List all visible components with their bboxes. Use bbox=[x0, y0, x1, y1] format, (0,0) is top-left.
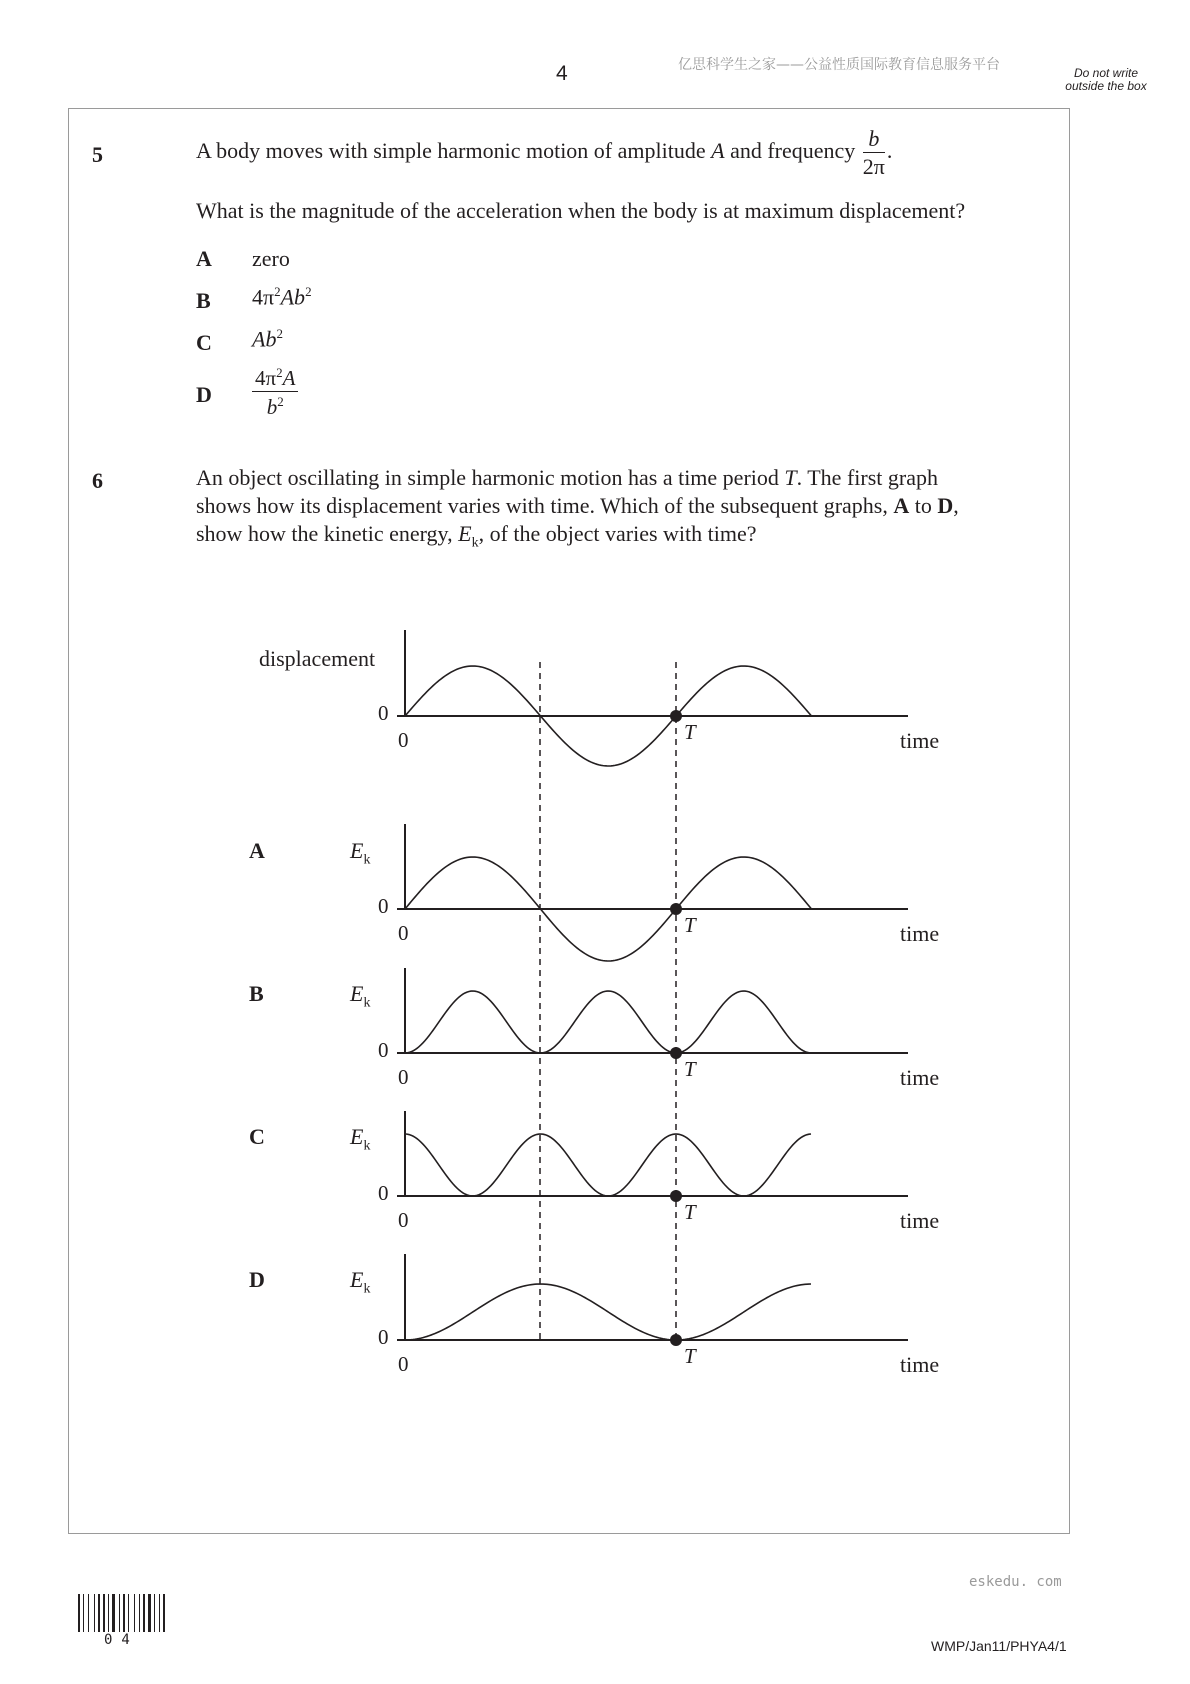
graph-displacement-time-label: time bbox=[900, 728, 940, 753]
q5-stem-text: A body moves with simple harmonic motion of amplitude bbox=[196, 138, 712, 164]
question-5-number: 5 bbox=[92, 142, 103, 167]
graph-d-x-zero: 0 bbox=[398, 1352, 409, 1376]
graph-b-time-label: time bbox=[900, 1065, 940, 1090]
graph-b-period-label: T bbox=[684, 1057, 696, 1081]
graph-c-x-zero: 0 bbox=[398, 1208, 409, 1232]
graph-b-x-zero: 0 bbox=[398, 1065, 409, 1089]
q6-bold-d: D bbox=[937, 493, 954, 518]
q5-amplitude-symbol: A bbox=[711, 138, 725, 164]
q6-line2-end: , bbox=[953, 493, 959, 518]
q5-stem-end: . bbox=[886, 138, 893, 164]
page-number: 4 bbox=[556, 62, 568, 85]
graph-c-y-zero: 0 bbox=[378, 1181, 389, 1205]
q5-option-d-fraction: $\frac{4\pi^2A}{b^2}$ bbox=[250, 366, 300, 418]
graph-b-letter: B bbox=[249, 981, 264, 1006]
footer-watermark: eskedu. com bbox=[969, 1574, 1062, 1590]
graph-d-letter: D bbox=[249, 1267, 265, 1292]
q5-option-d-letter: D bbox=[196, 382, 212, 407]
q5-frequency-numerator: b bbox=[863, 128, 885, 153]
graph-b-curve bbox=[405, 991, 811, 1053]
graph-a-letter: A bbox=[249, 838, 265, 863]
header-watermark: 亿思科学生之家——公益性质国际教育信息服务平台 bbox=[678, 57, 1000, 73]
q6-line2-to: to bbox=[909, 493, 938, 518]
q6-period-symbol: T bbox=[784, 465, 797, 490]
graph-c-time-label: time bbox=[900, 1208, 940, 1233]
graph-a-period-dot bbox=[670, 903, 682, 915]
graph-a-x-zero: 0 bbox=[398, 921, 409, 945]
q5-option-b-text: $4\pi^2Ab^2$ bbox=[252, 284, 312, 310]
q6-ek-symbol: E bbox=[458, 521, 472, 546]
graph-displacement-y-zero: 0 bbox=[378, 701, 389, 725]
margin-note: Do not write outside the box bbox=[1065, 66, 1147, 93]
graph-d-curve bbox=[405, 1284, 811, 1340]
graph-a-ek-label: $E_k$ bbox=[350, 838, 371, 868]
graph-displacement-period-label: T bbox=[684, 720, 696, 744]
q6-line3-text: show how the kinetic energy, bbox=[196, 521, 459, 546]
graph-c-curve bbox=[405, 1134, 811, 1196]
graph-a-time-label: time bbox=[900, 921, 940, 946]
graph-b-ek-label: $E_k$ bbox=[350, 981, 371, 1011]
q5-option-a-letter: A bbox=[196, 246, 212, 271]
q5-option-c-text: Ab$^2$ bbox=[252, 326, 283, 352]
q5-option-b-letter: B bbox=[196, 288, 211, 313]
question-6-number: 6 bbox=[92, 468, 103, 493]
q5-option-a-text: zero bbox=[252, 246, 290, 271]
graph-c-ek-label: $E_k$ bbox=[350, 1124, 371, 1154]
q6-line1-end: . The first graph bbox=[796, 465, 938, 490]
graph-d-time-label: time bbox=[900, 1352, 940, 1377]
graph-c-period-dot bbox=[670, 1190, 682, 1202]
displacement-axis-label: displacement bbox=[259, 646, 376, 671]
q6-line3-end: , of the object varies with time? bbox=[478, 521, 757, 546]
barcode-number: 04 bbox=[104, 1632, 139, 1648]
q5-stem-mid: and frequency bbox=[724, 138, 861, 164]
graph-d-ek-label: $E_k$ bbox=[350, 1267, 371, 1297]
barcode-icon bbox=[78, 1594, 176, 1634]
graph-displacement-x-zero: 0 bbox=[398, 728, 409, 752]
graph-displacement-period-dot bbox=[670, 710, 682, 722]
graph-d-period-dot bbox=[670, 1334, 682, 1346]
graph-b-period-dot bbox=[670, 1047, 682, 1059]
question-5-question: What is the magnitude of the acceleration when the body is at maximum displacement? bbox=[196, 198, 966, 223]
graph-c-period-label: T bbox=[684, 1200, 696, 1224]
q5-frequency-denominator: 2π bbox=[862, 154, 885, 179]
footer-code: WMP/Jan11/PHYA4/1 bbox=[931, 1638, 1067, 1654]
q6-ek-subscript: k bbox=[471, 535, 479, 551]
q6-line2-text: shows how its displacement varies with time. Which of the subsequent graphs, bbox=[196, 493, 894, 518]
graph-a-y-zero: 0 bbox=[378, 894, 389, 918]
graph-d-y-zero: 0 bbox=[378, 1325, 389, 1349]
graph-d-period-label: T bbox=[684, 1344, 696, 1368]
q6-line1-text: An object oscillating in simple harmonic motion has a time period bbox=[196, 465, 785, 490]
q6-bold-a: A bbox=[893, 493, 910, 518]
graph-b-y-zero: 0 bbox=[378, 1038, 389, 1062]
graph-c-letter: C bbox=[249, 1124, 265, 1149]
q5-option-c-letter: C bbox=[196, 330, 212, 355]
graph-a-period-label: T bbox=[684, 913, 696, 937]
